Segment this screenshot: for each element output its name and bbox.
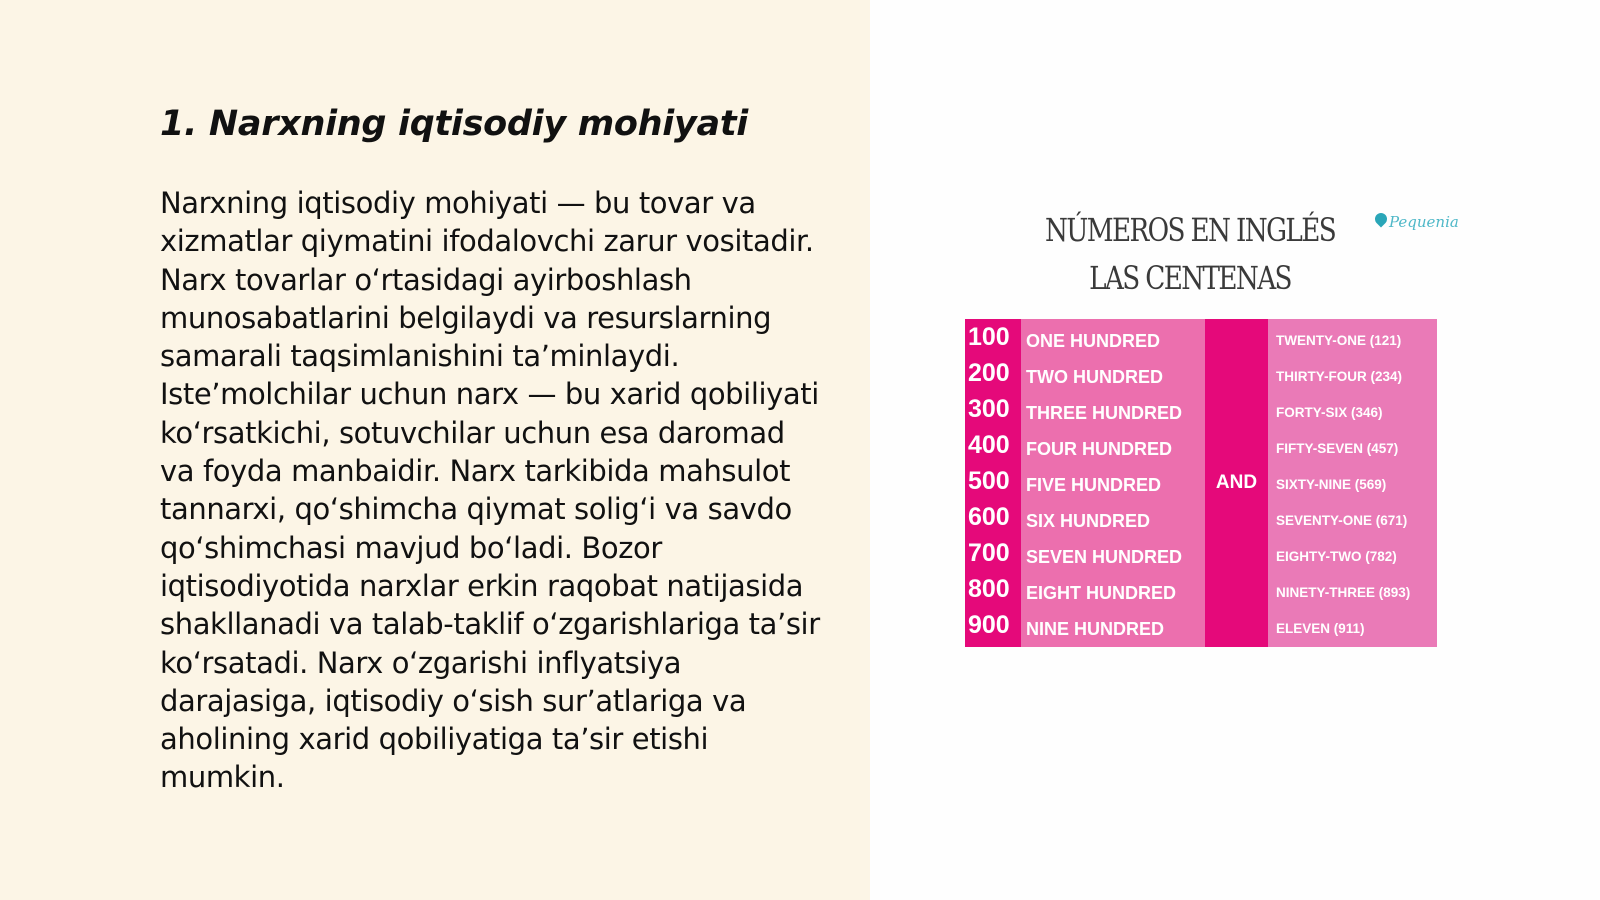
table-row — [965, 319, 1437, 355]
row-number: 600 — [968, 503, 1010, 531]
map-pin-icon — [1373, 211, 1390, 228]
row-number: 700 — [968, 539, 1010, 567]
slide-body-text: Narxning iqtisodiy mohiyati — bu tovar va xizmatlar qiymatini ifodalovchi zarur vositadir. Narx tovarlar oʻrtasidagi ayirboshlash munosabatlarini belgilaydi va resurslarning samarali taqsimlanishini taʼminlaydi. Isteʼmolchilar uchun narx — bu xarid qobiliyati koʻrsatkichi, sotuvchilar uchun esa daromad va foyda manbaidir. Narx tarkibida mahsulot tannarxi, qoʻshimcha qiymat soligʻi va savdo qoʻshimchasi mavjud boʻladi. Bozor iqtisodiyotida narxlar erkin raqobat natijasida shakllanadi va talab-taklif oʻzgarishlariga taʼsir koʻrsatadi. Narx oʻzgarishi inflyatsiya darajasiga, iqtisodiy oʻsish surʼatlariga va aholining xarid qobiliyatiga taʼsir etishi mumkin. — [160, 186, 820, 795]
table-row — [965, 463, 1437, 499]
row-example: THIRTY-FOUR (234) — [1276, 369, 1403, 384]
infographic-subtitle: LAS CENTENAS — [1089, 259, 1291, 297]
table-row — [965, 355, 1437, 391]
numbers-infographic — [950, 205, 1459, 655]
row-name: TWO HUNDRED — [1026, 367, 1163, 387]
infographic-title: NÚMEROS EN INGLÉS — [1044, 211, 1336, 249]
row-number: 400 — [968, 431, 1010, 459]
row-number: 300 — [968, 395, 1010, 423]
row-number: 900 — [968, 611, 1010, 639]
row-number: 200 — [968, 359, 1010, 387]
row-name: THREE HUNDRED — [1026, 403, 1183, 423]
slide-title: 1. Narxning iqtisodiy mohiyati — [160, 104, 748, 144]
table-row — [965, 607, 1437, 643]
row-number: 500 — [968, 467, 1010, 495]
row-example: FIFTY-SEVEN (457) — [1276, 441, 1399, 456]
row-example: SEVENTY-ONE (671) — [1276, 513, 1408, 528]
table-row — [965, 391, 1437, 427]
row-example: TWENTY-ONE (121) — [1276, 333, 1402, 348]
table-row — [965, 571, 1437, 607]
row-name: FIVE HUNDRED — [1026, 475, 1162, 495]
table-row — [965, 499, 1437, 535]
table-row — [965, 427, 1437, 463]
row-name: SEVEN HUNDRED — [1026, 547, 1183, 567]
row-example: EIGHTY-TWO (782) — [1276, 549, 1397, 564]
brand-logo — [1375, 211, 1459, 239]
row-name: ONE HUNDRED — [1026, 331, 1161, 351]
hundreds-table — [965, 319, 1437, 647]
row-example: ELEVEN (911) — [1276, 621, 1365, 636]
row-name: EIGHT HUNDRED — [1026, 583, 1177, 603]
and-label: AND — [1215, 472, 1258, 493]
row-example: NINETY-THREE (893) — [1276, 585, 1411, 600]
row-number: 800 — [968, 575, 1010, 603]
row-example: SIXTY-NINE (569) — [1276, 477, 1387, 492]
brand-logo-text: Pequenia — [1389, 213, 1459, 231]
row-name: SIX HUNDRED — [1026, 511, 1151, 531]
row-number: 100 — [968, 323, 1010, 351]
row-example: FORTY-SIX (346) — [1276, 405, 1383, 420]
table-row — [965, 535, 1437, 571]
row-name: NINE HUNDRED — [1026, 619, 1165, 639]
row-name: FOUR HUNDRED — [1026, 439, 1172, 459]
